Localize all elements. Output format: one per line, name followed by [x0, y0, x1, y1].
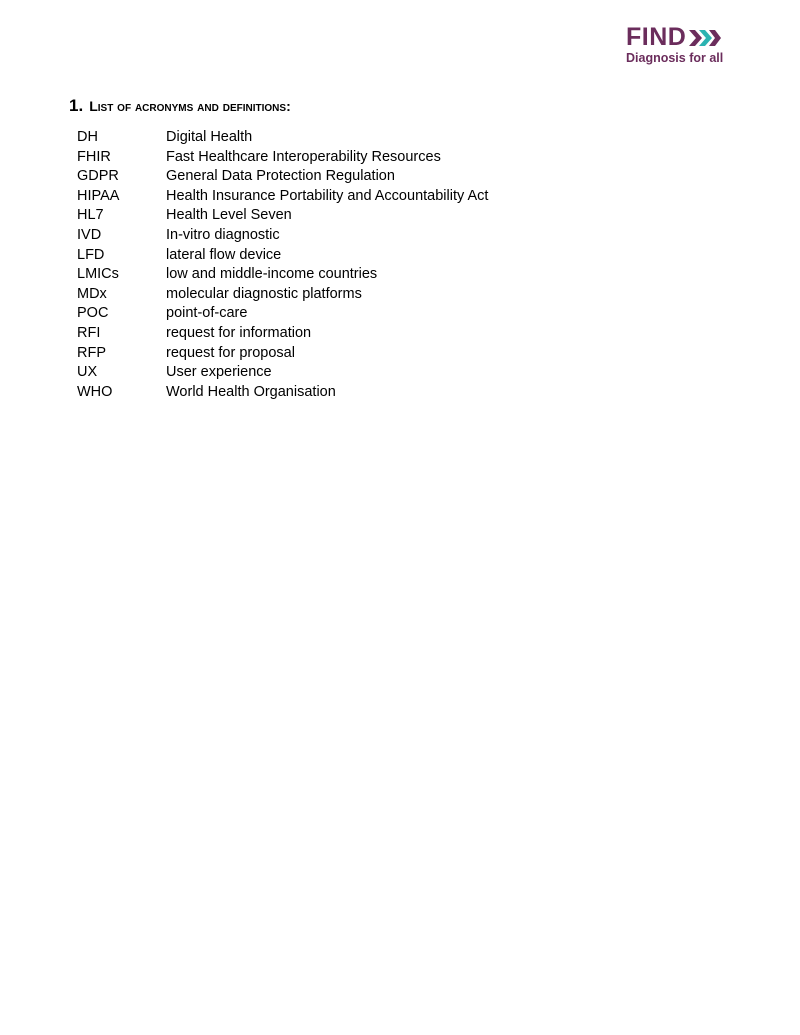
acronym-definition: World Health Organisation [166, 383, 336, 400]
logo-tagline: Diagnosis for all [626, 51, 724, 65]
acronym-row [77, 226, 488, 246]
acronym-term: LFD [77, 246, 105, 263]
section-title: List of acronyms and definitions: [89, 98, 291, 114]
acronym-term: LMICs [77, 266, 119, 283]
acronym-row [77, 304, 488, 324]
acronym-row [77, 383, 488, 403]
acronym-row [77, 344, 488, 364]
acronym-row [77, 128, 488, 148]
section-number: 1. [69, 96, 84, 115]
acronym-term: GDPR [77, 168, 119, 185]
acronym-definition: User experience [166, 364, 272, 381]
acronym-row [77, 265, 488, 285]
acronym-definition: request for proposal [166, 344, 295, 361]
acronym-row [77, 167, 488, 187]
logo-wordmark: FIND [626, 23, 687, 51]
acronym-definition: lateral flow device [166, 246, 282, 263]
acronym-definition: General Data Protection Regulation [166, 168, 395, 185]
section-heading [69, 96, 291, 117]
logo-top-row [626, 23, 736, 51]
acronym-definition: low and middle-income countries [166, 266, 378, 283]
acronym-definition: Fast Healthcare Interoperability Resources [166, 148, 441, 165]
acronym-row [77, 206, 488, 226]
acronym-term: HIPAA [77, 187, 120, 204]
acronym-row [77, 324, 488, 344]
acronym-row [77, 148, 488, 168]
acronym-definition: In-vitro diagnostic [166, 226, 280, 243]
acronym-row [77, 363, 488, 383]
acronym-definition: Health Level Seven [166, 207, 292, 224]
acronym-term: DH [77, 129, 98, 145]
acronym-term: FHIR [77, 148, 111, 165]
find-logo [626, 23, 736, 66]
acronym-term: IVD [77, 226, 102, 243]
acronym-definition: request for information [166, 324, 312, 341]
acronym-row [77, 187, 488, 207]
acronym-definition: Health Insurance Portability and Accountability Act [166, 187, 489, 204]
acronym-term: RFI [77, 324, 101, 341]
acronym-definition: molecular diagnostic platforms [166, 285, 362, 302]
acronym-term: HL7 [77, 207, 104, 224]
acronym-term: MDx [77, 285, 107, 302]
acronym-row [77, 246, 488, 266]
acronym-term: UX [77, 364, 98, 381]
acronym-row [77, 285, 488, 305]
acronym-definition: point-of-care [166, 305, 248, 322]
chevron-arrows-icon [689, 28, 721, 48]
acronym-definition: Digital Health [166, 129, 253, 145]
acronym-list [77, 128, 488, 402]
acronym-term: WHO [77, 383, 113, 400]
acronym-term: POC [77, 305, 109, 322]
acronym-term: RFP [77, 344, 106, 361]
